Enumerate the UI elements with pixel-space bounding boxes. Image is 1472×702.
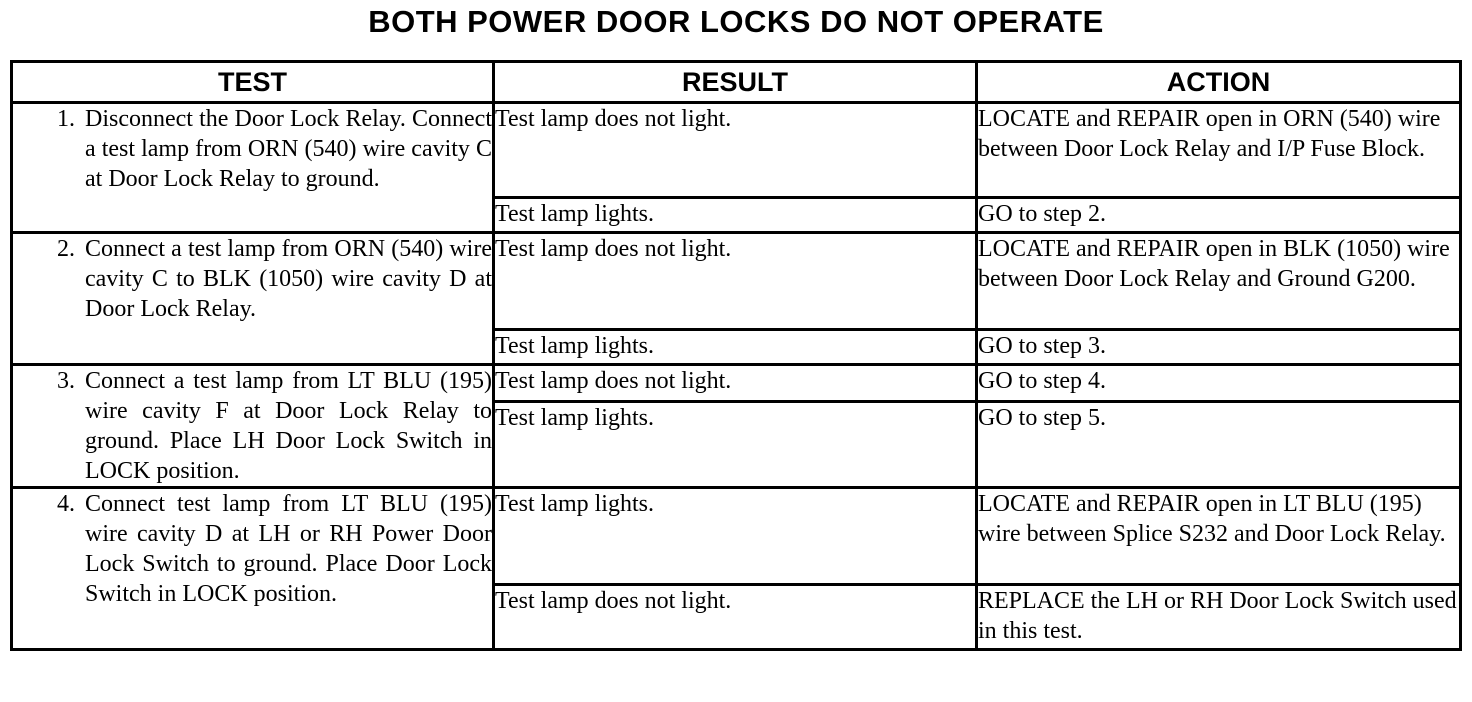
result-cell: Test lamp lights. xyxy=(494,330,977,365)
test-cell-step-4 xyxy=(12,488,494,650)
test-cell-step-2 xyxy=(12,233,494,365)
action-cell: REPLACE the LH or RH Door Lock Switch used in this test. xyxy=(977,585,1461,650)
action-cell: GO to step 2. xyxy=(977,198,1461,233)
step-number: 3. xyxy=(57,368,75,394)
test-description: Connect a test lamp from LT BLU (195) wire cavity F at Door Lock Relay to ground. Place LH Door Lock Switch in LOCK position. xyxy=(85,368,492,484)
table-row xyxy=(12,233,1461,330)
test-description: Connect test lamp from LT BLU (195) wire cavity D at LH or RH Power Door Lock Switch to ground. Place Door Lock Switch in LOCK position. xyxy=(85,491,492,607)
action-cell: GO to step 5. xyxy=(977,402,1461,488)
table-row xyxy=(12,365,1461,402)
result-cell: Test lamp lights. xyxy=(494,198,977,233)
action-cell: LOCATE and REPAIR open in LT BLU (195) wire between Splice S232 and Door Lock Relay. xyxy=(977,488,1461,585)
step-number: 2. xyxy=(57,236,75,262)
diagnostic-table xyxy=(10,60,1462,651)
table-row xyxy=(12,488,1461,585)
action-cell: LOCATE and REPAIR open in ORN (540) wire between Door Lock Relay and I/P Fuse Block. xyxy=(977,103,1461,198)
step-number: 1. xyxy=(57,106,75,132)
action-cell: LOCATE and REPAIR open in BLK (1050) wire between Door Lock Relay and Ground G200. xyxy=(977,233,1461,330)
test-cell-step-1 xyxy=(12,103,494,233)
step-number: 4. xyxy=(57,491,75,517)
result-cell: Test lamp does not light. xyxy=(494,233,977,330)
test-cell-step-3 xyxy=(12,365,494,488)
action-cell: GO to step 3. xyxy=(977,330,1461,365)
column-header-test: TEST xyxy=(12,62,494,103)
test-description: Connect a test lamp from ORN (540) wire cavity C to BLK (1050) wire cavity D at Door Lock Relay. xyxy=(85,236,492,322)
result-cell: Test lamp lights. xyxy=(494,402,977,488)
table-row xyxy=(12,103,1461,198)
action-cell: GO to step 4. xyxy=(977,365,1461,402)
result-cell: Test lamp does not light. xyxy=(494,585,977,650)
result-cell: Test lamp lights. xyxy=(494,488,977,585)
result-cell: Test lamp does not light. xyxy=(494,365,977,402)
test-description: Disconnect the Door Lock Relay. Connect a test lamp from ORN (540) wire cavity C at Door Lock Relay to ground. xyxy=(85,106,492,192)
column-header-result: RESULT xyxy=(494,62,977,103)
page-title: BOTH POWER DOOR LOCKS DO NOT OPERATE xyxy=(368,4,1104,39)
table-header-row xyxy=(12,62,1461,103)
column-header-action: ACTION xyxy=(977,62,1461,103)
result-cell: Test lamp does not light. xyxy=(494,103,977,198)
